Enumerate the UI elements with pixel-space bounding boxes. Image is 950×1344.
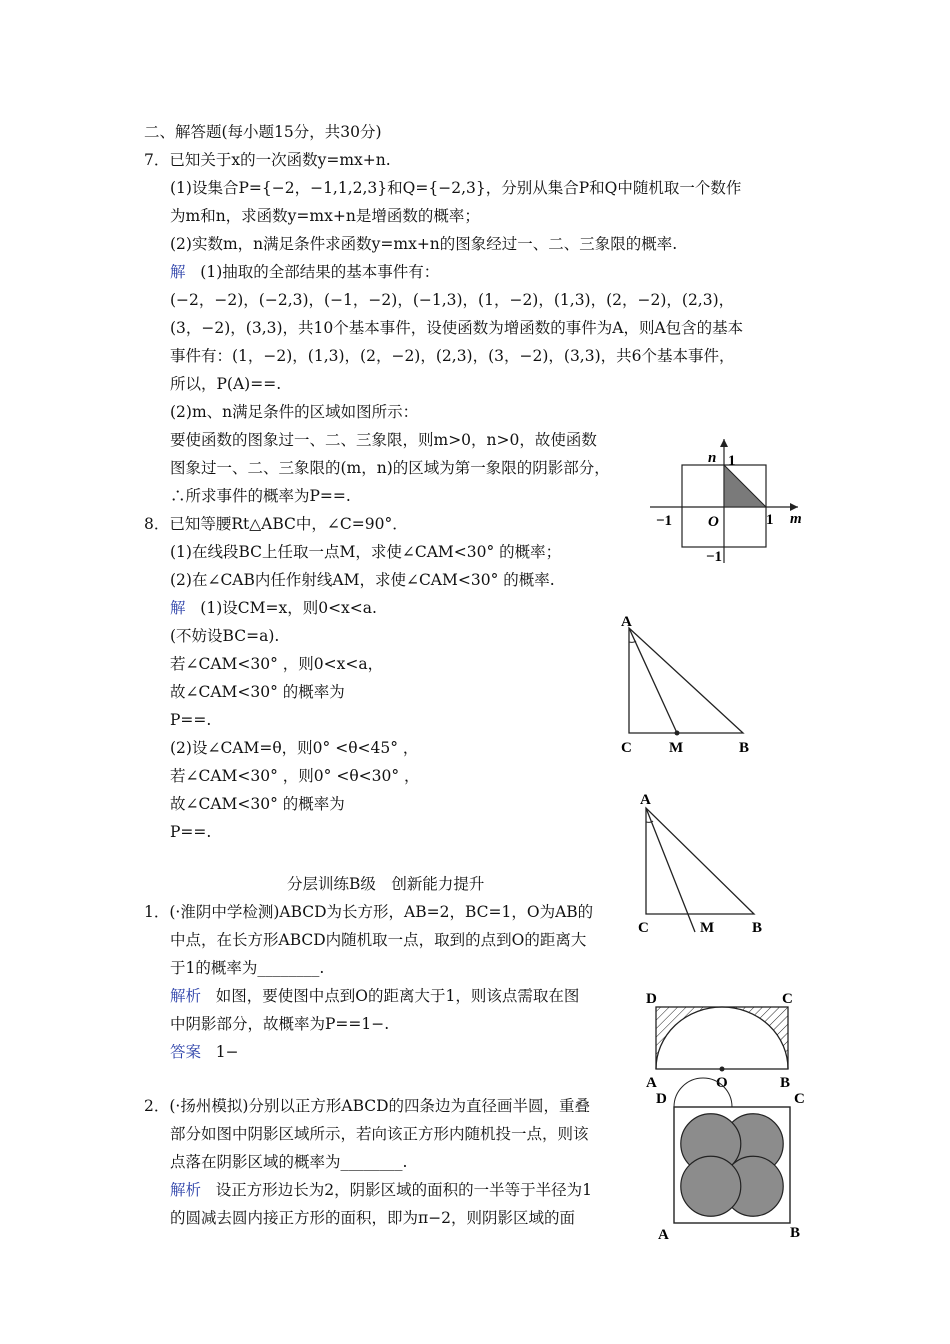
figure-mn-region	[650, 435, 810, 570]
b2-analysis-text1: 设正方形边长为2，阴影区域的面积的一半等于半径为1	[215, 1181, 593, 1199]
petal-group	[668, 1101, 795, 1228]
q7-solution-line2: (−2，−2)，(−2,3)，(−1，−2)，(−1,3)，(1，−2)，(1,3)，(2，−2)，(2,3)，	[170, 291, 735, 309]
q7-part1-line2: 为m和n，求函数y=mx+n是增函数的概率；	[170, 207, 480, 225]
q8-solution-line9: P==.	[170, 823, 212, 841]
triangle-abc	[629, 628, 743, 733]
b1-analysis-text1: 如图，要使图中点到O的距离大于1，则该点需取在图	[215, 987, 580, 1005]
q8-solution-line6: (2)设∠CAM=θ，则0° <θ<45° ，	[170, 739, 419, 757]
q7-solution-line7: 要使函数的图象过一、二、三象限，则m>0，n>0，故使函数	[170, 431, 597, 449]
segment-am	[629, 628, 677, 733]
q8-part2: (2)在∠CAB内任作射线AM，求使∠CAM<30° 的概率.	[170, 571, 555, 589]
q7-solution-line6: (2)m、n满足条件的区域如图所示：	[170, 403, 419, 421]
n-axis-arrow	[720, 439, 728, 447]
q8-solution-line1	[170, 598, 377, 618]
label-o: O	[716, 1075, 728, 1091]
figure-square-petals	[652, 1085, 812, 1245]
b2-analysis-label: 解析	[170, 1181, 202, 1199]
label-m: M	[700, 920, 715, 936]
label-b: B	[752, 920, 763, 936]
b2-analysis-line2: 的圆减去圆内接正方形的面积，即为π−2，则阴影区域的面	[170, 1209, 576, 1227]
b1-analysis-label: 解析	[170, 987, 202, 1005]
figure-triangle-segment	[615, 612, 765, 760]
q7-part2: (2)实数m，n满足条件求函数y=mx+n的图象经过一、二、三象限的概率.	[170, 235, 678, 253]
label-n: n	[708, 450, 717, 466]
label-neg-one-left: −1	[656, 513, 673, 529]
q8-solution-line4: 故∠CAM<30° 的概率为	[170, 683, 345, 701]
section-heading: 二、解答题(每小题15分，共30分)	[144, 123, 382, 141]
q7-solution-label: 解	[170, 263, 186, 281]
q7-part1-line1: (1)设集合P={−2，−1,1,2,3}和Q={−2,3}，分别从集合P和Q中随机取一个数作	[170, 179, 742, 197]
label-one-top: 1	[728, 453, 736, 469]
b1-answer-label: 答案	[170, 1043, 202, 1061]
b1-analysis-line2: 中阴影部分，故概率为P==1−.	[170, 1015, 390, 1033]
m-axis-arrow	[790, 503, 798, 511]
q7-stem: 7．已知关于x的一次函数y=mx+n.	[144, 151, 391, 169]
point-m	[675, 731, 680, 736]
q7-solution-line4: 事件有：(1，−2)，(1,3)，(2，−2)，(2,3)，(3，−2)，(3,3)，共6个基本事件，	[170, 347, 735, 365]
label-b: B	[780, 1075, 791, 1091]
b1-line3: 于1的概率为________.	[170, 959, 325, 977]
b1-answer-text: 1−	[215, 1043, 239, 1061]
q8-stem: 8．已知等腰Rt△ABC中，∠C=90°．	[144, 515, 408, 533]
b1-answer-line	[170, 1042, 239, 1062]
label-c: C	[782, 991, 793, 1007]
label-b: B	[739, 740, 750, 756]
q8-solution-text1: (1)设CM=x，则0<x<a.	[200, 599, 377, 617]
label-origin: O	[708, 514, 719, 530]
label-c: C	[794, 1091, 805, 1107]
b2-line1: 2．(·扬州模拟)分别以正方形ABCD的四条边为直径画半圆，重叠	[144, 1097, 591, 1115]
label-d: D	[646, 991, 657, 1007]
b2-line3: 点落在阴影区域的概率为________.	[170, 1153, 408, 1171]
point-o	[720, 1067, 725, 1072]
q8-solution-line8: 故∠CAM<30° 的概率为	[170, 795, 345, 813]
triangle-abc	[646, 808, 754, 914]
q7-solution-line8: 图象过一、二、三象限的(m，n)的区域为第一象限的阴影部分，	[170, 459, 610, 477]
q8-solution-line2: (不妨设BC=a).	[170, 627, 280, 645]
part-b-title: 分层训练B级 创新能力提升	[287, 875, 485, 893]
label-b: B	[790, 1225, 801, 1241]
q7-solution-line3: (3，−2)，(3,3)，共10个基本事件，设使函数为增函数的事件为A，则A包含的基本	[170, 319, 744, 337]
b2-line2: 部分如图中阴影区域所示，若向该正方形内随机投一点，则该	[170, 1125, 589, 1143]
figure-rectangle-semicircle	[640, 985, 810, 1090]
label-neg-one-bottom: −1	[706, 549, 723, 565]
label-a: A	[646, 1075, 657, 1091]
q7-solution-line5: 所以，P(A)==.	[170, 375, 282, 393]
q8-solution-line3: 若∠CAM<30° ，则0<x<a，	[170, 655, 384, 673]
angle-cam-arc	[629, 641, 636, 642]
b2-analysis-line1	[170, 1180, 592, 1200]
label-a: A	[621, 614, 632, 630]
q7-solution-line9: ∴所求事件的概率为P==.	[170, 487, 351, 505]
label-a: A	[640, 792, 651, 808]
q7-solution-line1	[170, 262, 439, 282]
b1-line2: 中点，在长方形ABCD内随机取一点，取到的点到O的距离大	[170, 931, 587, 949]
angle-cam-arc	[646, 821, 653, 822]
label-a: A	[658, 1227, 669, 1243]
hatched-region	[656, 1007, 788, 1069]
b1-analysis-line1	[170, 986, 579, 1006]
label-c: C	[621, 740, 632, 756]
q7-solution-text1: (1)抽取的全部结果的基本事件有：	[200, 263, 440, 281]
label-m: m	[790, 511, 802, 527]
b1-line1: 1．(·淮阴中学检测)ABCD为长方形，AB=2，BC=1，O为AB的	[144, 903, 594, 921]
figure-triangle-ray	[636, 790, 776, 938]
shaded-triangle	[724, 465, 766, 507]
q8-part1: (1)在线段BC上任取一点M，求使∠CAM<30° 的概率；	[170, 543, 562, 561]
label-one-right: 1	[766, 512, 774, 528]
q8-solution-line5: P==.	[170, 711, 212, 729]
label-c: C	[638, 920, 649, 936]
label-m: M	[669, 740, 684, 756]
label-d: D	[656, 1091, 667, 1107]
q8-solution-line7: 若∠CAM<30° ，则0° <θ<30° ，	[170, 767, 420, 785]
q8-solution-label: 解	[170, 599, 186, 617]
